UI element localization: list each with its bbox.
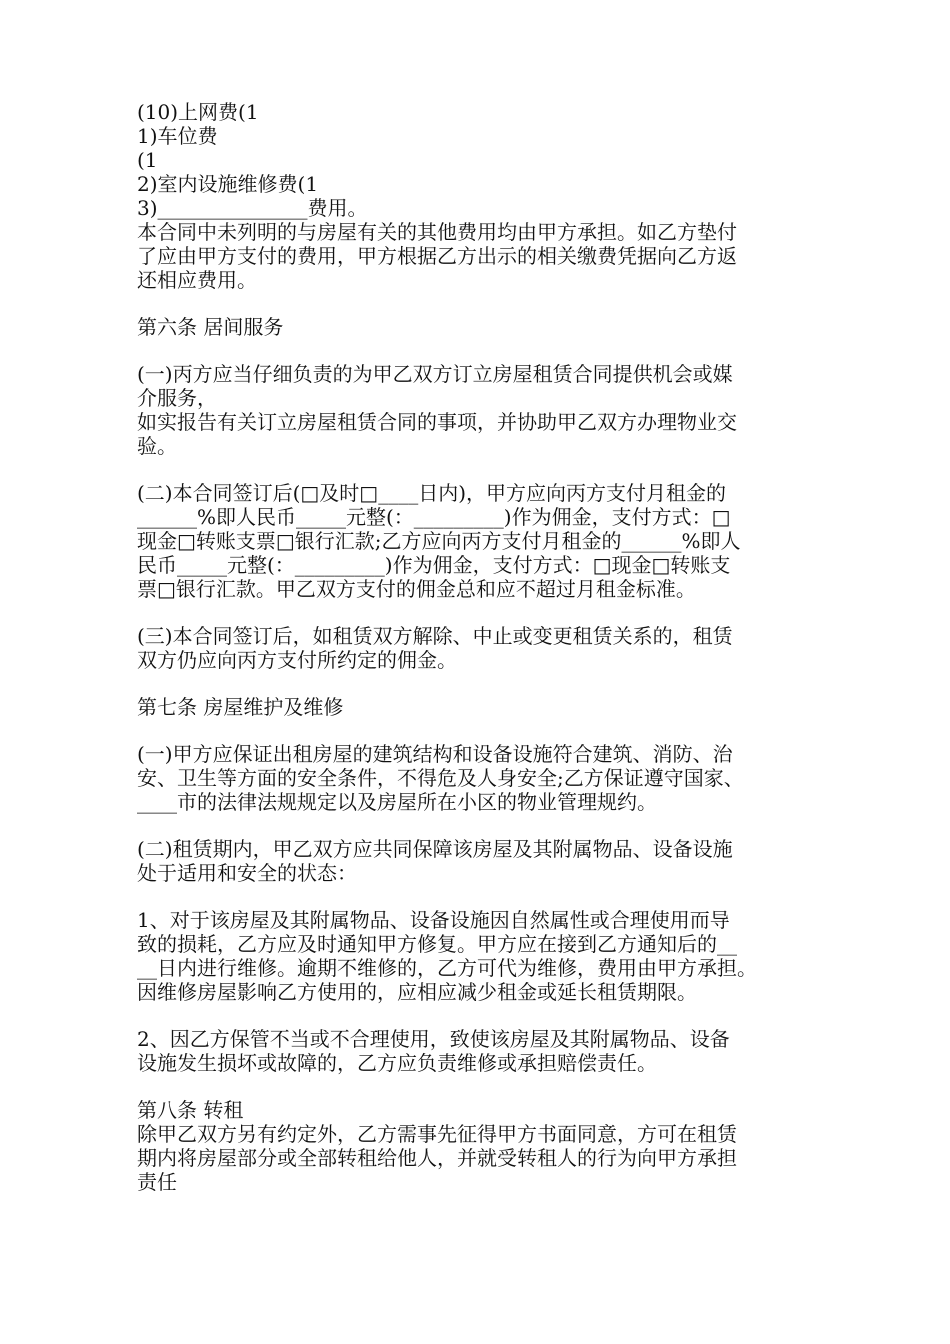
text-line: (1 (137, 148, 158, 172)
text-line: 1)车位费 (137, 124, 218, 148)
text-line: 设施发生损坏或故障的，乙方应负责维修或承担赔偿责任。 (137, 1051, 657, 1075)
text-line: 还相应费用。 (137, 268, 257, 292)
text-line: 民币_____元整(：_________)作为佣金，支付方式：□现金□转账支 (137, 553, 731, 577)
text-line: 处于适用和安全的状态： (137, 861, 357, 885)
paragraph-gap (137, 601, 837, 624)
paragraph-gap (137, 1004, 837, 1027)
text-line: 票□银行汇款。甲乙双方支付的佣金总和应不超过月租金标准。 (137, 577, 696, 601)
text-line: 1、对于该房屋及其附属物品、设备设施因自然属性或合理使用而导 (137, 908, 730, 932)
text-line: 2)室内设施维修费(1 (137, 172, 319, 196)
text-line: __日内进行维修。逾期不维修的，乙方可代为维修，费用由甲方承担。 (137, 956, 757, 980)
paragraph-gap (137, 885, 837, 908)
text-line: 第七条 房屋维护及维修 (137, 695, 344, 719)
paragraph-gap (137, 292, 837, 315)
text-line: 因维修房屋影响乙方使用的，应相应减少租金或延长租赁期限。 (137, 980, 697, 1004)
document-body (137, 100, 837, 1194)
text-line: 了应由甲方支付的费用，甲方根据乙方出示的相关缴费凭据向乙方返 (137, 244, 737, 268)
text-line: 责任 (137, 1170, 177, 1194)
text-line: ____市的法律法规规定以及房屋所在小区的物业管理规约。 (137, 790, 657, 814)
paragraph-gap (137, 339, 837, 362)
text-line: 现金□转账支票□银行汇款;乙方应向丙方支付月租金的______%即人 (137, 529, 741, 553)
text-line: 除甲乙双方另有约定外，乙方需事先征得甲方书面同意，方可在租赁 (137, 1122, 737, 1146)
text-line: ______%即人民币_____元整(：_________)作为佣金，支付方式：□ (137, 505, 731, 529)
paragraph-gap (137, 814, 837, 837)
text-line: (二)租赁期内，甲乙双方应共同保障该房屋及其附属物品、设备设施 (137, 837, 733, 861)
text-line: 2、因乙方保管不当或不合理使用，致使该房屋及其附属物品、设备 (137, 1027, 730, 1051)
text-line: 致的损耗，乙方应及时通知甲方修复。甲方应在接到乙方通知后的__ (137, 932, 737, 956)
text-line: (三)本合同签订后，如租赁双方解除、中止或变更租赁关系的，租赁 (137, 624, 733, 648)
text-line: 本合同中未列明的与房屋有关的其他费用均由甲方承担。如乙方垫付 (137, 220, 737, 244)
text-line: 安、卫生等方面的安全条件，不得危及人身安全;乙方保证遵守国家、 (137, 766, 744, 790)
text-line: (一)甲方应保证出租房屋的建筑结构和设备设施符合建筑、消防、治 (137, 742, 733, 766)
text-line: (二)本合同签订后(□及时□____日内)，甲方应向丙方支付月租金的 (137, 481, 727, 505)
text-line: 如实报告有关订立房屋租赁合同的事项，并协助甲乙双方办理物业交 (137, 410, 737, 434)
paragraph-gap (137, 458, 837, 481)
paragraph-gap (137, 1075, 837, 1098)
text-line: 双方仍应向丙方支付所约定的佣金。 (137, 648, 457, 672)
text-line: 介服务， (137, 386, 217, 410)
text-line: 3)_______________费用。 (137, 196, 368, 220)
text-line: 期内将房屋部分或全部转租给他人，并就受转租人的行为向甲方承担 (137, 1146, 737, 1170)
paragraph-gap (137, 672, 837, 695)
text-line: (10)上网费(1 (137, 100, 259, 124)
text-line: 第八条 转租 (137, 1098, 244, 1122)
text-line: 第六条 居间服务 (137, 315, 284, 339)
text-line: 验。 (137, 434, 177, 458)
text-line: (一)丙方应当仔细负责的为甲乙双方订立房屋租赁合同提供机会或媒 (137, 362, 733, 386)
paragraph-gap (137, 719, 837, 742)
